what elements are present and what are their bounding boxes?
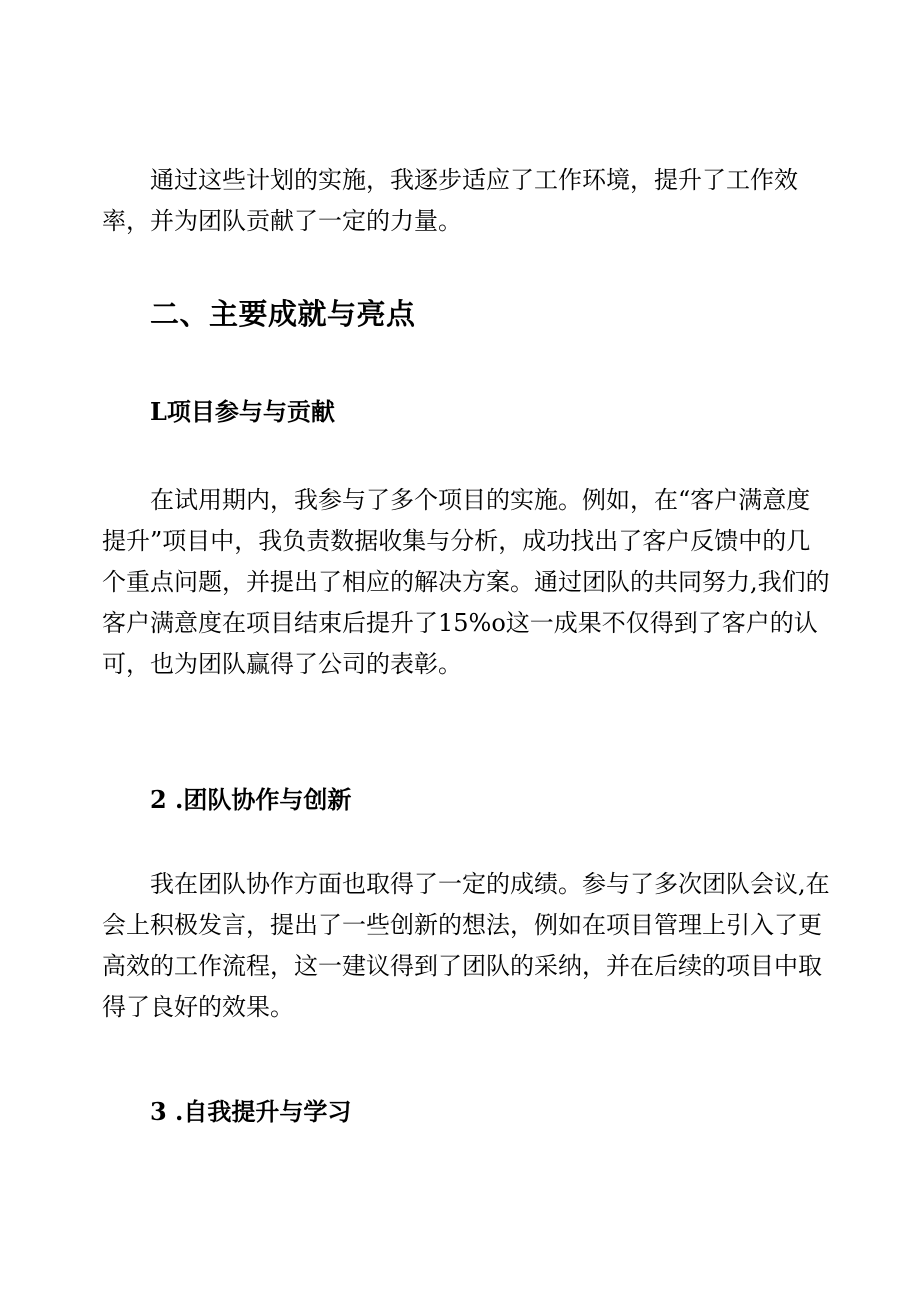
paragraph-implementation-summary [102, 160, 815, 242]
subheading-team-collaboration: 2 .团队协作与创新 [150, 785, 352, 814]
section-heading: 二、主要成就与亮点 [150, 297, 416, 331]
paragraph-line: 率，并为团队贡献了一定的力量。 [102, 207, 462, 235]
paragraph-line: 提升”项目中，我负责数据收集与分析，成功找出了客户反馈中的几 [102, 527, 811, 555]
paragraph-line: 可，也为团队赢得了公司的表彰。 [102, 650, 462, 678]
paragraph-line: 会上积极发言，提出了一些创新的想法，例如在项目管理上引入了更 [102, 911, 822, 939]
paragraph-line: 高效的工作流程，这一建议得到了团队的采纳，并在后续的项目中取 [102, 952, 822, 980]
paragraph-team-collaboration [102, 864, 830, 1028]
subheading-self-improvement: 3 .自我提升与学习 [150, 1097, 352, 1126]
paragraph-line: 通过这些计划的实施，我逐步适应了工作环境，提升了工作效 [150, 166, 798, 194]
paragraph-line: 在试用期内，我参与了多个项目的实施。例如，在“客户满意度 [150, 486, 811, 514]
paragraph-line: 个重点问题，并提出了相应的解决方案。通过团队的共同努力,我们的 [102, 568, 830, 596]
paragraph-project-contribution [102, 480, 830, 685]
paragraph-line: 客户满意度在项目结束后提升了15%o这一成果不仅得到了客户的认 [102, 609, 818, 637]
paragraph-line: 得了良好的效果。 [102, 993, 294, 1021]
paragraph-line: 我在团队协作方面也取得了一定的成绩。参与了多次团队会议,在 [150, 870, 830, 898]
subheading-project-contribution: L项目参与与贡献 [150, 397, 335, 426]
